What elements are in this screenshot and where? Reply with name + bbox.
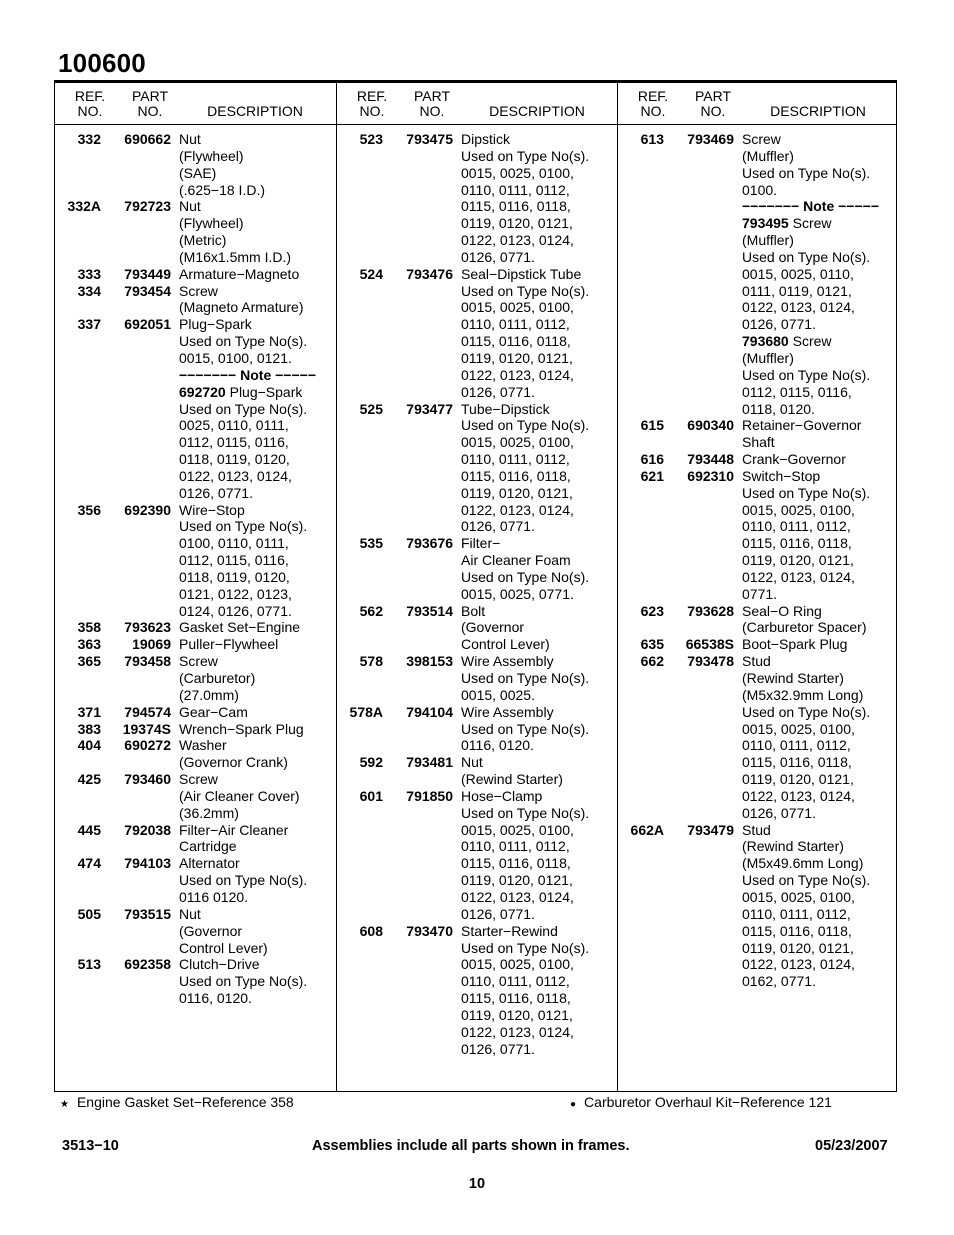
part-number: 66538S <box>685 636 734 653</box>
description-text: Armature−Magneto <box>179 265 300 282</box>
part-number: 793476 <box>406 265 453 282</box>
column-header <box>337 89 617 123</box>
part-entry <box>337 754 617 788</box>
part-number: 692390 <box>124 501 171 518</box>
ref-number: 365 <box>77 653 101 670</box>
part-number: 690340 <box>687 417 734 434</box>
part-no-header: PART NO. <box>694 88 732 119</box>
part-entry <box>55 653 336 704</box>
description-text: Wire Assembly Used on Type No(s). 0116, 0120. <box>461 703 590 754</box>
description-text: Gear−Cam <box>179 703 248 720</box>
star-icon: ★ <box>60 1099 69 1110</box>
part-description <box>734 653 896 821</box>
description-text: Nut (Rewind Starter) <box>461 754 563 788</box>
part-description <box>734 451 896 468</box>
description-text: Gasket Set−Engine <box>179 619 301 636</box>
part-description <box>171 131 336 198</box>
ref-number: 334 <box>77 282 101 299</box>
frames-notice: Assemblies include all parts shown in frames. <box>312 1138 630 1154</box>
part-description <box>171 704 336 721</box>
part-number: 793481 <box>406 754 453 771</box>
part-description <box>453 788 617 923</box>
part-description <box>453 754 617 788</box>
description-text: Washer (Governor Crank) <box>179 737 288 771</box>
part-description <box>171 855 336 906</box>
description-text: Boot−Spark Plug <box>742 636 848 653</box>
description-text: Stud (Rewind Starter) (M5x32.9mm Long) Used on Type No(s). 0015, 0025, 0100, 0110, 0111, 0112, 0115, 0116, 0118, 0119, 0120, 0121, 0122, 0123, 0124, 0126, 0771. <box>742 653 871 821</box>
part-entry <box>618 636 896 653</box>
description-text: Crank−Governor <box>742 451 846 468</box>
part-entry <box>337 535 617 602</box>
part-number: 794104 <box>406 703 453 720</box>
part-number: 793514 <box>406 602 453 619</box>
part-entry <box>55 131 336 198</box>
ref-number: 535 <box>359 535 383 552</box>
part-description <box>734 131 896 417</box>
part-description <box>171 771 336 822</box>
ref-number: 363 <box>77 636 101 653</box>
part-description <box>171 619 336 636</box>
description-text: Switch−Stop Used on Type No(s). 0015, 0025, 0100, 0110, 0111, 0112, 0115, 0116, 0118, 0119, 0120, 0121, 0122, 0123, 0124, 0771. <box>742 467 871 602</box>
ref-number: 662A <box>630 821 664 838</box>
description-text: Dipstick Used on Type No(s). 0015, 0025, 0100, 0110, 0111, 0112, 0115, 0116, 0118, 0119, 0120, 0121, 0122, 0123, 0124, 0126, 0771. <box>461 131 590 265</box>
part-entry <box>337 131 617 266</box>
part-entry <box>55 266 336 283</box>
part-entry <box>337 923 617 1058</box>
part-number: 793676 <box>406 535 453 552</box>
doc-date: 05/23/2007 <box>815 1138 888 1154</box>
part-number: 794103 <box>124 855 171 872</box>
part-number: 690662 <box>124 131 171 147</box>
part-number: 793475 <box>406 131 453 147</box>
description-text: Seal−O Ring (Carburetor Spacer) <box>742 602 867 636</box>
note-part-number: 692720 <box>179 383 226 400</box>
part-number: 793460 <box>124 771 171 788</box>
ref-no-header: REF. NO. <box>74 88 106 119</box>
ref-number: 332A <box>67 198 101 215</box>
ref-number: 332 <box>77 131 101 147</box>
part-description <box>171 721 336 738</box>
description-header: DESCRIPTION <box>770 103 866 119</box>
description-text: Screw (Air Cleaner Cover) (36.2mm) <box>179 771 300 821</box>
part-number: 792038 <box>124 821 171 838</box>
ref-number: 562 <box>359 602 383 619</box>
part-number: 793470 <box>406 922 453 939</box>
part-entry <box>618 822 896 990</box>
note-text: Plug−Spark Used on Type No(s). 0025, 0110, 0111, 0112, 0115, 0116, 0118, 0119, 0120, 0122, 0123, 0124, 0126, 0771. <box>179 383 308 501</box>
ref-number: 425 <box>77 771 101 788</box>
ref-number: 371 <box>77 703 101 720</box>
part-description <box>171 283 336 317</box>
ref-number: 524 <box>359 265 383 282</box>
part-description <box>171 822 336 856</box>
part-entry <box>618 653 896 821</box>
part-description <box>171 653 336 704</box>
description-text: Tube−Dipstick Used on Type No(s). 0015, 0025, 0100, 0110, 0111, 0112, 0115, 0116, 0118, 0119, 0120, 0121, 0122, 0123, 0124, 0126, 0771. <box>461 400 590 535</box>
part-description <box>171 737 336 771</box>
doc-number: 3513−10 <box>62 1138 119 1154</box>
ref-number: 615 <box>640 417 664 434</box>
description-text: Clutch−Drive Used on Type No(s). 0116, 0120. <box>179 956 308 1007</box>
ref-number: 505 <box>77 905 101 922</box>
part-entry <box>55 636 336 653</box>
description-text: Filter−Air Cleaner Cartridge <box>179 821 289 855</box>
ref-number: 601 <box>359 787 383 804</box>
part-description <box>453 401 617 536</box>
part-description <box>734 603 896 637</box>
description-text: Seal−Dipstick Tube Used on Type No(s). 0015, 0025, 0100, 0110, 0111, 0112, 0115, 0116, 0118, 0119, 0120, 0121, 0122, 0123, 0124, 0126, 0771. <box>461 265 590 400</box>
description-text: Alternator Used on Type No(s). 0116 0120. <box>179 855 308 905</box>
part-number: 793469 <box>687 131 734 147</box>
note-part-number: 793680 <box>742 333 789 350</box>
part-entry <box>55 956 336 1007</box>
part-number: 793477 <box>406 400 453 417</box>
ref-number: 613 <box>640 131 664 147</box>
parts-column-1 <box>55 83 336 1091</box>
parts-column-3 <box>617 83 896 1091</box>
part-entry <box>55 855 336 906</box>
description-header: DESCRIPTION <box>207 103 303 119</box>
description-header: DESCRIPTION <box>489 103 585 119</box>
note-label: −−−−−−− Note −−−−− <box>179 366 316 383</box>
column-body <box>337 131 617 1057</box>
description-text: Bolt (Governor Control Lever) <box>461 602 550 653</box>
note-text: Screw (Muffler) Used on Type No(s). 0112, 0115, 0116, 0118, 0120. <box>742 333 871 417</box>
description-text: Wire−Stop Used on Type No(s). 0100, 0110, 0111, 0112, 0115, 0116, 0118, 0119, 0120, 0121, 0122, 0123, 0124, 0126, 0771. <box>179 501 308 619</box>
part-description <box>171 906 336 957</box>
ref-number: 623 <box>640 602 664 619</box>
part-description <box>171 316 336 501</box>
part-description <box>171 636 336 653</box>
description-text: Screw (Carburetor) (27.0mm) <box>179 653 256 703</box>
part-entry <box>337 653 617 704</box>
ref-no-header: REF. NO. <box>356 88 388 119</box>
part-number: 19069 <box>132 636 171 653</box>
description-text: Starter−Rewind Used on Type No(s). 0015, 0025, 0100, 0110, 0111, 0112, 0115, 0116, 0118, 0119, 0120, 0121, 0122, 0123, 0124, 0126, 0771. <box>461 922 590 1057</box>
note-part-number: 793495 <box>742 215 789 232</box>
part-description <box>171 198 336 265</box>
part-no-header: PART NO. <box>131 88 169 119</box>
part-number: 792723 <box>124 198 171 215</box>
ref-number: 525 <box>359 400 383 417</box>
part-entry <box>337 603 617 654</box>
part-description <box>453 923 617 1058</box>
part-entry <box>618 451 896 468</box>
part-description <box>453 131 617 266</box>
part-entry <box>55 502 336 620</box>
description-text: Wire Assembly Used on Type No(s). 0015, 0025. <box>461 653 590 703</box>
part-number: 692358 <box>124 956 171 973</box>
ref-number: 621 <box>640 467 664 484</box>
part-description <box>734 822 896 990</box>
part-description <box>453 266 617 401</box>
column-body <box>55 131 336 1007</box>
footnote-gasket <box>60 1094 294 1110</box>
part-entry <box>618 468 896 603</box>
part-entry <box>618 417 896 451</box>
part-description <box>453 704 617 755</box>
part-entry <box>337 401 617 536</box>
part-description <box>171 956 336 1007</box>
ref-number: 616 <box>640 451 664 468</box>
part-description <box>734 468 896 603</box>
part-number: 793454 <box>124 282 171 299</box>
ref-number: 578 <box>359 653 383 670</box>
part-number: 793623 <box>124 619 171 636</box>
ref-number: 474 <box>77 855 101 872</box>
part-number: 793479 <box>687 821 734 838</box>
part-description <box>453 653 617 704</box>
ref-number: 445 <box>77 821 101 838</box>
ref-number: 578A <box>349 703 383 720</box>
part-number: 793449 <box>124 265 171 282</box>
description-text: Stud (Rewind Starter) (M5x49.6mm Long) Used on Type No(s). 0015, 0025, 0100, 0110, 0111, 0112, 0115, 0116, 0118, 0119, 0120, 0121, 0122, 0123, 0124, 0162, 0771. <box>742 821 871 990</box>
ref-number: 333 <box>77 265 101 282</box>
part-number: 794574 <box>124 703 171 720</box>
footnote-text: Carburetor Overhaul Kit−Reference 121 <box>584 1094 832 1110</box>
page-title: 100600 <box>58 48 146 78</box>
note-label: −−−−−−− Note −−−−− <box>742 198 879 215</box>
part-entry <box>55 316 336 501</box>
part-entry <box>55 737 336 771</box>
part-entry <box>618 603 896 637</box>
description-text: Nut (Flywheel) (Metric) (M16x1.5mm I.D.) <box>179 198 292 265</box>
part-description <box>734 417 896 451</box>
part-number: 690272 <box>124 737 171 754</box>
ref-number: 523 <box>359 131 383 147</box>
ref-number: 404 <box>77 737 101 754</box>
part-number: 692310 <box>687 467 734 484</box>
part-number: 398153 <box>406 653 453 670</box>
description-text: Nut (Governor Control Lever) <box>179 905 268 956</box>
ref-number: 337 <box>77 316 101 333</box>
note-text: Screw (Muffler) Used on Type No(s). 0015, 0025, 0110, 0111, 0119, 0121, 0122, 0123, 0124, 0126, 0771. <box>742 215 871 333</box>
description-text: Plug−Spark Used on Type No(s). 0015, 0100, 0121. <box>179 316 308 366</box>
bullet-icon: ● <box>570 1099 577 1110</box>
description-text: Nut (Flywheel) (SAE) (.625−18 I.D.) <box>179 131 265 198</box>
part-number: 793628 <box>687 602 734 619</box>
part-description <box>453 603 617 654</box>
description-text: Wrench−Spark Plug <box>179 720 304 737</box>
part-entry <box>55 198 336 265</box>
part-entry <box>55 704 336 721</box>
parts-table <box>54 80 897 1092</box>
part-number: 19374S <box>122 720 171 737</box>
description-text: Screw (Magneto Armature) <box>179 282 304 316</box>
part-description <box>171 266 336 283</box>
description-text: Retainer−Governor Shaft <box>742 417 862 451</box>
part-number: 692051 <box>124 316 171 333</box>
page-number: 10 <box>468 1176 486 1192</box>
part-entry <box>337 704 617 755</box>
ref-number: 592 <box>359 754 383 771</box>
description-text: Filter− Air Cleaner Foam Used on Type No(s). 0015, 0025, 0771. <box>461 535 590 602</box>
part-number: 793515 <box>124 905 171 922</box>
description-text: Screw (Muffler) Used on Type No(s). 0100. <box>742 131 871 198</box>
part-description <box>734 636 896 653</box>
column-header <box>618 89 896 123</box>
column-header <box>55 89 336 123</box>
part-entry <box>337 788 617 923</box>
part-number: 793448 <box>687 451 734 468</box>
description-text: Puller−Flywheel <box>179 636 279 653</box>
part-no-header: PART NO. <box>413 88 451 119</box>
footnote-carburetor <box>570 1094 832 1110</box>
part-entry <box>337 266 617 401</box>
ref-number: 608 <box>359 922 383 939</box>
ref-number: 358 <box>77 619 101 636</box>
part-entry <box>55 721 336 738</box>
ref-number: 356 <box>77 501 101 518</box>
part-entry <box>618 131 896 417</box>
part-description <box>453 535 617 602</box>
part-entry <box>55 822 336 856</box>
part-entry <box>55 619 336 636</box>
description-text: Hose−Clamp Used on Type No(s). 0015, 0025, 0100, 0110, 0111, 0112, 0115, 0116, 0118, 0119, 0120, 0121, 0122, 0123, 0124, 0126, 0771. <box>461 787 590 922</box>
part-number: 793458 <box>124 653 171 670</box>
part-entry <box>55 771 336 822</box>
part-entry <box>55 906 336 957</box>
column-body <box>618 131 896 990</box>
part-number: 791850 <box>406 787 453 804</box>
parts-column-2 <box>336 83 617 1091</box>
ref-number: 383 <box>77 720 101 737</box>
ref-number: 662 <box>640 653 664 670</box>
ref-number: 635 <box>640 636 664 653</box>
part-description <box>171 502 336 620</box>
part-entry <box>55 283 336 317</box>
ref-no-header: REF. NO. <box>637 88 669 119</box>
footnote-text: Engine Gasket Set−Reference 358 <box>76 1094 294 1110</box>
ref-number: 513 <box>77 956 101 973</box>
part-number: 793478 <box>687 653 734 670</box>
